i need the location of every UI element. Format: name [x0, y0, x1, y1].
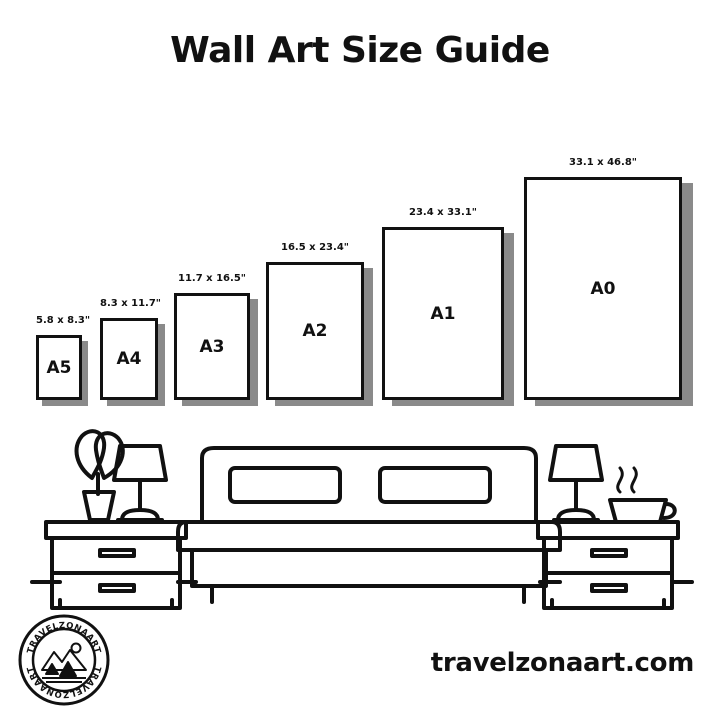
- frame-name-a1: A1: [430, 303, 456, 324]
- left-nightstand-icon: [46, 522, 186, 608]
- logo-ring-text-top: TRAVELZONAART: [25, 620, 103, 655]
- bedroom-scene: [0, 370, 720, 610]
- coffee-cup-icon: [610, 468, 675, 522]
- frame-dimension-label-a0: 33.1 x 46.8": [569, 157, 637, 168]
- right-table-lamp-icon: [550, 446, 602, 520]
- frame-dimension-label-a5: 5.8 x 8.3": [36, 315, 91, 326]
- frame-name-a5: A5: [46, 357, 72, 378]
- frame-group-a0: [524, 157, 682, 400]
- frame-dimension-label-a2: 16.5 x 23.4": [281, 242, 349, 253]
- frame-dimension-label-a1: 23.4 x 33.1": [409, 207, 477, 218]
- website-url[interactable]: travelzonaart.com: [430, 648, 694, 678]
- logo-mountain-icon: [42, 644, 86, 683]
- brand-logo[interactable]: [16, 612, 112, 708]
- frame-name-a2: A2: [302, 321, 328, 341]
- page-title: Wall Art Size Guide: [170, 30, 550, 71]
- logo-ring-text-bottom: TRAVELZONAART: [25, 665, 103, 700]
- frame-size-row: [0, 110, 720, 400]
- frame-dimension-label-a3: 11.7 x 16.5": [178, 273, 246, 284]
- frame-box-a0[interactable]: [524, 177, 682, 400]
- frame-name-a0: A0: [590, 278, 616, 299]
- bed-icon: [178, 448, 560, 602]
- frame-name-a4: A4: [116, 349, 142, 369]
- frame-name-a3: A3: [199, 336, 225, 357]
- frame-dimension-label-a4: 8.3 x 11.7": [100, 298, 162, 309]
